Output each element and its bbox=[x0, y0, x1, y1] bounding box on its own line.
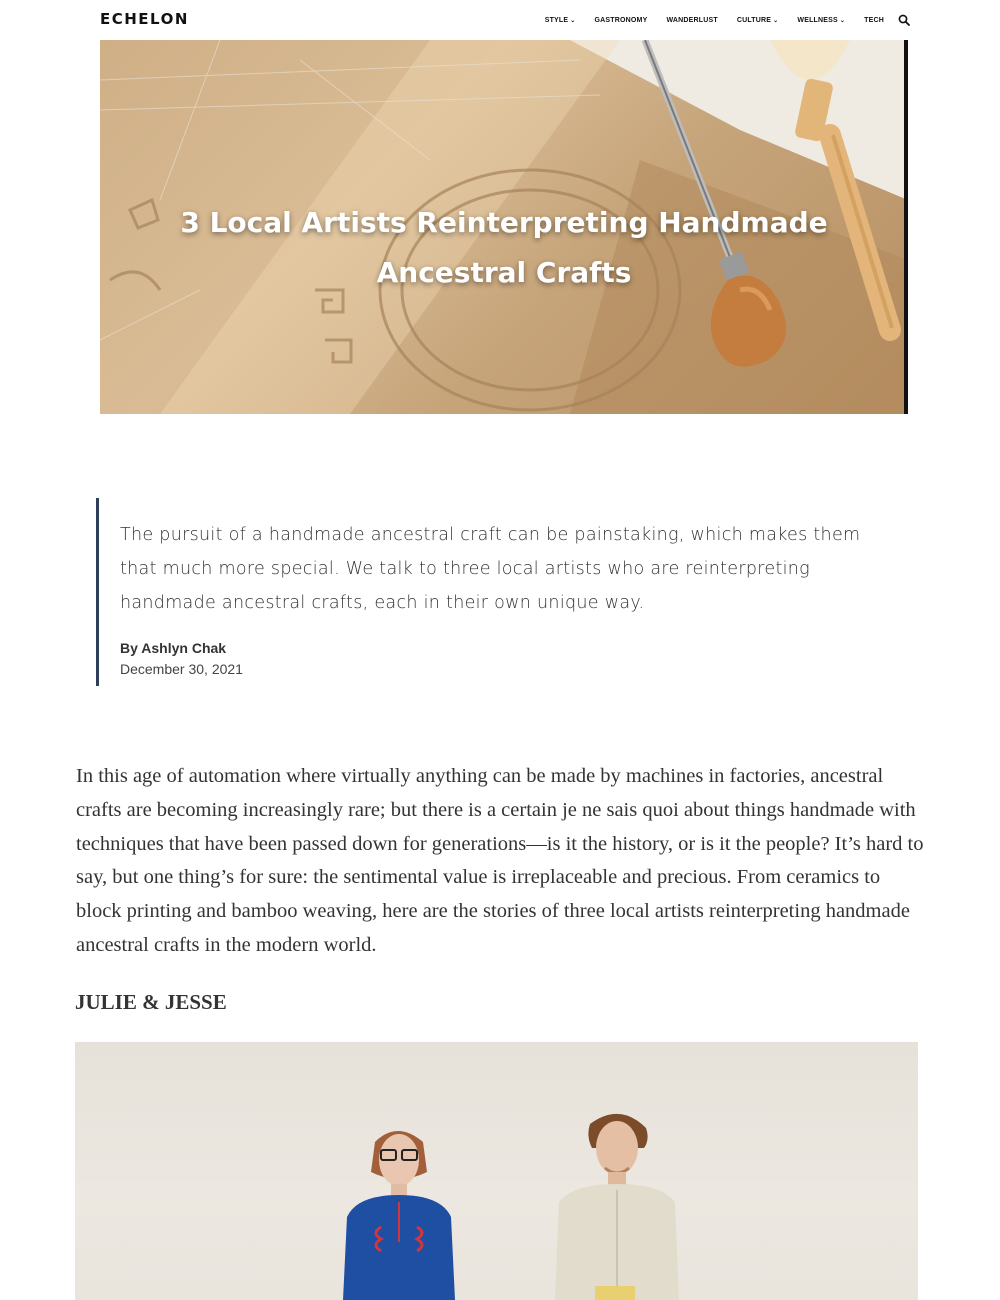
site-header bbox=[0, 0, 1000, 40]
nav-item-label: GASTRONOMY bbox=[594, 16, 648, 24]
article-intro bbox=[96, 498, 876, 686]
nav-item-wanderlust[interactable] bbox=[666, 17, 717, 24]
nav-item-culture[interactable] bbox=[737, 17, 779, 24]
two-people-illustration bbox=[75, 1042, 918, 1300]
hero-image bbox=[100, 40, 908, 414]
main-nav bbox=[526, 14, 910, 26]
site-logo[interactable]: ECHELON bbox=[100, 10, 189, 28]
chevron-down-icon: ⌄ bbox=[570, 17, 576, 24]
nav-item-label: STYLE bbox=[544, 16, 569, 24]
section-heading: JULIE & JESSE bbox=[75, 990, 227, 1014]
person-right bbox=[555, 1114, 679, 1300]
nav-item-tech[interactable] bbox=[864, 17, 884, 24]
author-byline[interactable]: By Ashlyn Chak bbox=[120, 640, 227, 656]
nav-item-label: WANDERLUST bbox=[666, 16, 718, 24]
article-paragraph: In this age of automation where virtually anything can be made by machines in factories, ancestral crafts are becoming increasingly rare; but there is a certain je ne sais quoi about things handmade with techniques that have been passed down for generations—is it the history, or is it the people? It’s hard to say, but one thing’s for sure: the sentimental value is irreplaceable and precious. From ceramics to block printing and bamboo weaving, here are the stories of three local artists reinterpreting handmade ancestral crafts in the modern world. bbox=[76, 765, 924, 956]
intro-text: The pursuit of a handmade ancestral craft can be painstaking, which makes them that much more special. We talk to three local artists who are reinterpreting handmade ancestral crafts, each in their own unique way. bbox=[120, 525, 861, 613]
chevron-down-icon: ⌄ bbox=[773, 17, 779, 24]
chevron-down-icon: ⌄ bbox=[839, 17, 846, 24]
person-left bbox=[343, 1131, 455, 1300]
article-title: 3 Local Artists Reinterpreting Handmade Ancestral Crafts bbox=[180, 206, 828, 289]
artists-photo bbox=[75, 1042, 918, 1300]
search-icon[interactable] bbox=[898, 14, 910, 26]
nav-item-wellness[interactable] bbox=[797, 17, 845, 24]
nav-item-label: TECH bbox=[864, 16, 884, 24]
nav-item-label: CULTURE bbox=[736, 16, 772, 24]
hero-edge-divider bbox=[904, 40, 908, 414]
nav-item-label: WELLNESS bbox=[797, 16, 838, 24]
nav-item-gastronomy[interactable] bbox=[595, 17, 648, 24]
publish-date: December 30, 2021 bbox=[120, 661, 243, 677]
nav-item-style[interactable] bbox=[545, 17, 576, 24]
